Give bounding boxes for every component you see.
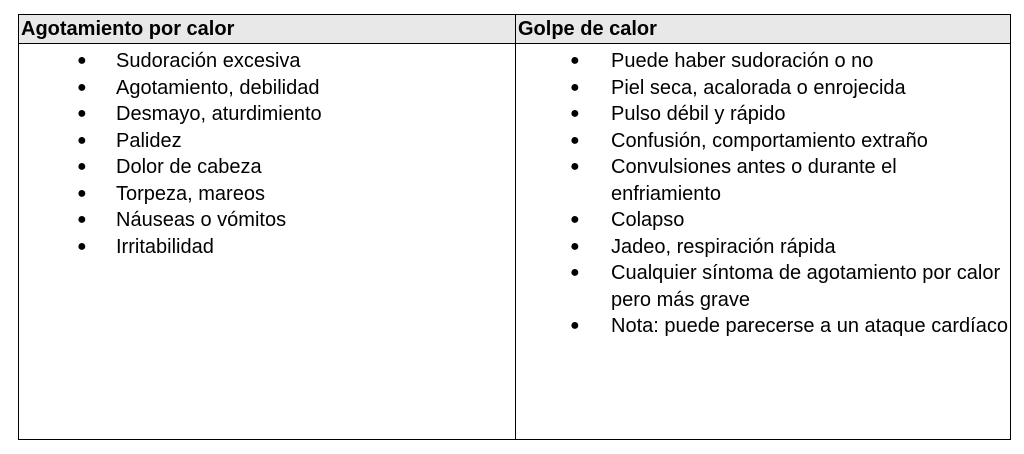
list-item-text: Irritabilidad (116, 235, 214, 258)
list-item-text: Piel seca, acalorada o enrojecida (611, 76, 906, 99)
heat-exhaustion-list (19, 44, 515, 260)
bullet-icon: ● (77, 105, 87, 122)
list-item (516, 154, 1010, 207)
heat-exhaustion-cell (19, 44, 516, 440)
list-item (19, 181, 515, 208)
bullet-icon: ● (570, 317, 580, 334)
bullet-icon: ● (77, 211, 87, 228)
list-item-text: Náuseas o vómitos (116, 209, 287, 231)
list-item-text: Convulsiones antes o durante el enfriamiento (611, 156, 897, 205)
list-item (516, 313, 1010, 340)
bullet-icon: ● (570, 105, 580, 122)
bullet-icon: ● (77, 131, 87, 149)
list-item (19, 154, 515, 181)
bullet-icon: ● (77, 52, 87, 69)
list-item-text: Confusión, comportamiento extraño (611, 129, 928, 152)
bullet-icon: ● (570, 158, 580, 175)
bullet-icon: ● (570, 237, 580, 255)
header-heat-exhaustion: Agotamiento por calor (19, 15, 516, 44)
list-item (19, 101, 515, 128)
list-item (19, 75, 515, 102)
list-item (516, 48, 1010, 75)
list-item (19, 128, 515, 155)
bullet-icon: ● (570, 211, 580, 228)
bullet-icon: ● (570, 131, 580, 149)
list-item (516, 75, 1010, 102)
list-item (516, 234, 1010, 261)
list-item (516, 101, 1010, 128)
list-item-text: Agotamiento, debilidad (116, 76, 320, 99)
list-item (516, 207, 1010, 234)
header-heat-stroke: Golpe de calor (516, 15, 1011, 44)
bullet-icon: ● (77, 158, 87, 175)
list-item-text: Jadeo, respiración rápida (611, 235, 836, 258)
list-item (19, 207, 515, 234)
list-item-text: Colapso (611, 209, 685, 231)
table-header-row (19, 15, 1011, 44)
list-item-text: Puede haber sudoración o no (611, 50, 874, 72)
symptoms-table (18, 14, 1011, 440)
heat-stroke-list (516, 44, 1010, 340)
bullet-icon: ● (77, 78, 87, 96)
list-item-text: Torpeza, mareos (116, 182, 265, 205)
list-item-text: Dolor de cabeza (116, 156, 262, 178)
bullet-icon: ● (77, 237, 87, 255)
list-item (19, 234, 515, 261)
list-item-text: Sudoración excesiva (116, 50, 301, 72)
bullet-icon: ● (77, 184, 87, 202)
bullet-icon: ● (570, 52, 580, 69)
list-item (19, 48, 515, 75)
bullet-icon: ● (570, 264, 580, 281)
bullet-icon: ● (570, 78, 580, 96)
list-item-text: Palidez (116, 129, 182, 152)
list-item (516, 128, 1010, 155)
list-item-text: Desmayo, aturdimiento (116, 103, 322, 125)
heat-stroke-cell (516, 44, 1011, 440)
list-item-text: Pulso débil y rápido (611, 103, 786, 125)
table-body-row (19, 44, 1011, 440)
list-item (516, 260, 1010, 313)
list-item-text: Cualquier síntoma de agotamiento por calor pero más grave (611, 262, 1001, 311)
list-item-text: Nota: puede parecerse a un ataque cardíaco (611, 315, 1008, 337)
